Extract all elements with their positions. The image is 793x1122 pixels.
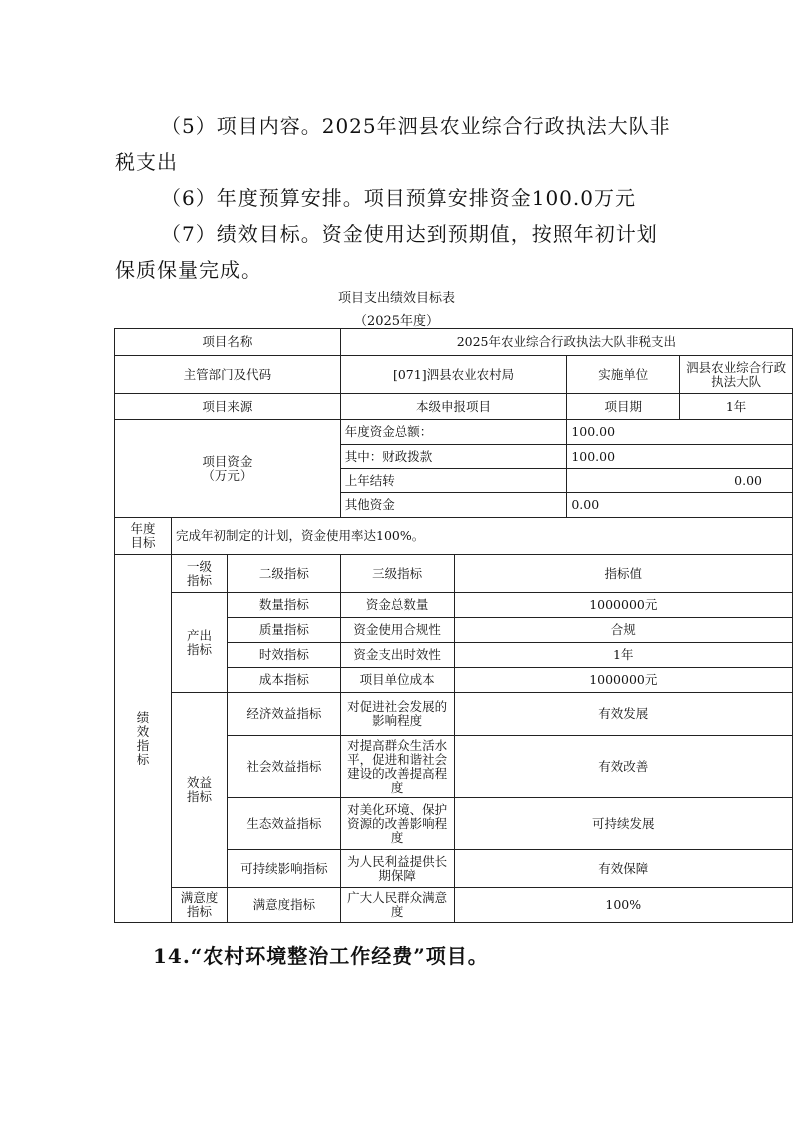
paragraph-project-content: （5）项目内容。2025年泗县农业综合行政执法大队非税支出 — [115, 114, 671, 174]
impl-value: 泗县农业综合行政执法大队 — [680, 356, 793, 394]
output-l2: 时效指标 — [227, 643, 340, 668]
table-row — [115, 555, 793, 593]
benefit-l3: 对美化环境、保护资源的改善影响程度 — [340, 798, 454, 850]
funds-fiscal-label: 其中：财政拨款 — [340, 445, 567, 469]
funds-total-label: 年度资金总额： — [340, 420, 567, 445]
satisfaction-l3: 广大人民群众满意度 — [340, 888, 454, 923]
table-row — [115, 888, 793, 923]
source-label: 项目来源 — [115, 394, 341, 420]
source-value: 本级申报项目 — [340, 394, 567, 420]
benefit-l3: 为人民利益提供长期保障 — [340, 850, 454, 888]
section-heading: 14.“农村环境整治工作经费”项目。 — [153, 944, 489, 968]
performance-table — [114, 328, 793, 923]
project-name-label: 项目名称 — [115, 329, 341, 356]
table-row — [115, 394, 793, 420]
table-row — [115, 593, 793, 618]
header-level1: 一级指标 — [171, 555, 227, 593]
benefit-l3: 对促进社会发展的影响程度 — [340, 693, 454, 736]
benefit-value: 有效保障 — [454, 850, 792, 888]
funds-fiscal-value: 100.00 — [567, 445, 793, 469]
output-value: 1年 — [454, 643, 792, 668]
header-value: 指标值 — [454, 555, 792, 593]
paragraph-goal: （7）绩效目标。资金使用达到预期值，按照年初计划保质保量完成。 — [115, 222, 658, 282]
table-row — [115, 518, 793, 555]
annual-goal-value: 完成年初制定的计划，资金使用率达100%。 — [171, 518, 792, 555]
satisfaction-label: 满意度指标 — [171, 888, 227, 923]
paragraph-budget: （6）年度预算安排。项目预算安排资金100.0万元 — [161, 186, 636, 210]
benefit-value: 可持续发展 — [454, 798, 792, 850]
table-row — [115, 329, 793, 356]
output-l2: 数量指标 — [227, 593, 340, 618]
period-label: 项目期 — [567, 394, 680, 420]
satisfaction-value: 100% — [454, 888, 792, 923]
satisfaction-l2: 满意度指标 — [227, 888, 340, 923]
annual-goal-label: 年度目标 — [115, 518, 172, 555]
impl-label: 实施单位 — [567, 356, 680, 394]
funds-other-value: 0.00 — [567, 493, 793, 518]
output-l2: 质量指标 — [227, 618, 340, 643]
funds-total-value: 100.00 — [567, 420, 793, 445]
output-value: 1000000元 — [454, 593, 792, 618]
table-row — [115, 693, 793, 736]
header-level2: 二级指标 — [227, 555, 340, 593]
benefit-label: 效益指标 — [171, 693, 227, 888]
output-value: 合规 — [454, 618, 792, 643]
period-value: 1年 — [680, 394, 793, 420]
table-year: （2025年度） — [353, 314, 440, 329]
benefit-l3: 对提高群众生活水平，促进和谐社会建设的改善提高程度 — [340, 736, 454, 798]
output-l3: 项目单位成本 — [340, 668, 454, 693]
output-l3: 资金使用合规性 — [340, 618, 454, 643]
output-l3: 资金总数量 — [340, 593, 454, 618]
funds-label: 项目资金 （万元） — [115, 420, 341, 518]
table-row — [115, 420, 793, 445]
benefit-l2: 可持续影响指标 — [227, 850, 340, 888]
funds-carryover-value: 0.00 — [567, 469, 793, 493]
benefit-l2: 生态效益指标 — [227, 798, 340, 850]
perf-label: 绩效指标 — [115, 555, 172, 923]
funds-carryover-label: 上年结转 — [340, 469, 567, 493]
benefit-l2: 经济效益指标 — [227, 693, 340, 736]
benefit-value: 有效发展 — [454, 693, 792, 736]
project-name-value: 2025年农业综合行政执法大队非税支出 — [340, 329, 792, 356]
output-value: 1000000元 — [454, 668, 792, 693]
funds-other-label: 其他资金 — [340, 493, 567, 518]
table-title: 项目支出绩效目标表 — [337, 291, 455, 306]
output-l2: 成本指标 — [227, 668, 340, 693]
dept-value: [071]泗县农业农村局 — [340, 356, 567, 394]
benefit-l2: 社会效益指标 — [227, 736, 340, 798]
benefit-value: 有效改善 — [454, 736, 792, 798]
output-label: 产出指标 — [171, 593, 227, 693]
table-row — [115, 356, 793, 394]
output-l3: 资金支出时效性 — [340, 643, 454, 668]
header-level3: 三级指标 — [340, 555, 454, 593]
dept-label: 主管部门及代码 — [115, 356, 341, 394]
